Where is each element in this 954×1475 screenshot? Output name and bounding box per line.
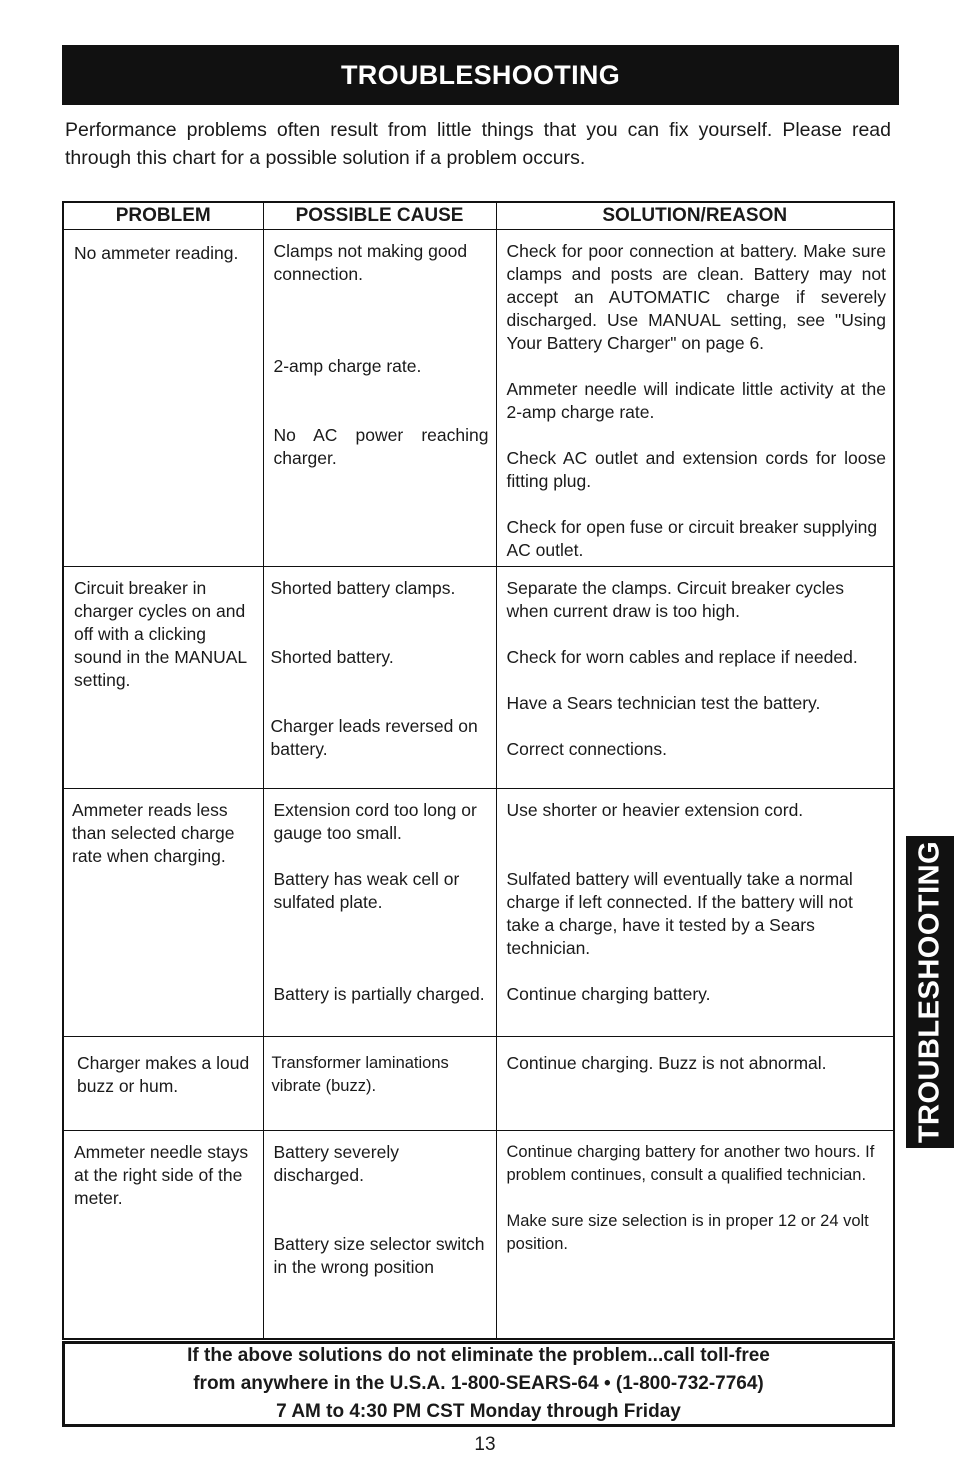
contact-line: from anywhere in the U.S.A. 1-800-SEARS-64 • (1-800-732-7764) xyxy=(193,1373,764,1394)
problem-cell xyxy=(64,567,263,789)
cause-cell xyxy=(263,230,496,567)
solution-cell xyxy=(496,567,893,789)
contact-box xyxy=(62,1341,895,1427)
cause-text: Charger leads reversed on battery. xyxy=(270,716,478,759)
solution-text: Continue charging battery for another two hours. If problem continues, consult a qualified technician. xyxy=(506,1143,875,1184)
cause-text: Battery is partially charged. xyxy=(273,984,485,1004)
problem-cell xyxy=(64,789,263,1037)
problem-text: No ammeter reading. xyxy=(74,243,239,263)
cause-text: Extension cord too long or gauge too small. xyxy=(273,800,477,843)
solution-cell xyxy=(496,230,893,567)
solution-text: Sulfated battery will eventually take a normal charge if left connected. If the battery will not take a charge, have it tested by a Sears technician. xyxy=(506,869,853,958)
cause-text: Battery has weak cell or sulfated plate. xyxy=(273,869,460,912)
cause-cell xyxy=(263,1131,496,1339)
table-row xyxy=(64,567,893,789)
solution-text: Make sure size selection is in proper 12 or 24 volt position. xyxy=(506,1212,869,1253)
solution-cell xyxy=(496,1037,893,1131)
problem-cell xyxy=(64,1131,263,1339)
solution-text: Correct connections. xyxy=(506,739,667,759)
troubleshooting-grid xyxy=(64,203,893,1338)
cause-text: Battery size selector switch in the wrong position xyxy=(273,1234,485,1277)
problem-cell xyxy=(64,230,263,567)
cause-cell xyxy=(263,1037,496,1131)
solution-cell xyxy=(496,1131,893,1339)
solution-text: Check for poor connection at battery. Make sure clamps and posts are clean. Battery may not accept an AUTOMATIC charge if severely discharged. Use MANUAL setting, see "Using Your Battery Charger" on page 6. xyxy=(506,241,886,353)
cause-text: 2-amp charge rate. xyxy=(273,356,422,376)
cause-text: Battery severely discharged. xyxy=(273,1142,399,1185)
cause-cell xyxy=(263,789,496,1037)
solution-text: Check for worn cables and replace if needed. xyxy=(506,647,858,667)
cause-text: No AC power reaching charger. xyxy=(273,425,489,468)
header-solution-reason: SOLUTION/REASON xyxy=(496,203,893,230)
side-tab xyxy=(906,836,954,1148)
side-tab-label: TROUBLESHOOTING xyxy=(913,840,946,1144)
table-row xyxy=(64,1037,893,1131)
solution-text: Check for open fuse or circuit breaker supplying AC outlet. xyxy=(506,517,878,560)
problem-text: Ammeter needle stays at the right side of the meter. xyxy=(74,1142,249,1208)
contact-line: If the above solutions do not eliminate the problem...call toll-free xyxy=(187,1345,770,1366)
solution-text: Check AC outlet and extension cords for loose fitting plug. xyxy=(506,448,886,491)
table-header-row xyxy=(64,203,893,230)
solution-text: Use shorter or heavier extension cord. xyxy=(506,800,804,820)
contact-line: 7 AM to 4:30 PM CST Monday through Friday xyxy=(276,1401,681,1422)
solution-text: Continue charging battery. xyxy=(506,984,711,1004)
problem-text: Circuit breaker in charger cycles on and off with a clicking sound in the MANUAL setting. xyxy=(74,578,247,690)
troubleshooting-table xyxy=(62,201,895,1340)
solution-text: Separate the clamps. Circuit breaker cycles when current draw is too high. xyxy=(506,578,844,621)
table-row xyxy=(64,789,893,1037)
page-title: TROUBLESHOOTING xyxy=(62,45,899,105)
cause-text: Transformer laminations vibrate (buzz). xyxy=(271,1054,449,1095)
solution-text: Ammeter needle will indicate little activity at the 2-amp charge rate. xyxy=(506,379,886,422)
problem-text: Charger makes a loud buzz or hum. xyxy=(77,1053,250,1096)
solution-text: Continue charging. Buzz is not abnormal. xyxy=(506,1053,827,1073)
cause-text: Shorted battery clamps. xyxy=(270,578,456,598)
header-possible-cause: POSSIBLE CAUSE xyxy=(263,203,496,230)
page-number: 13 xyxy=(474,1434,496,1455)
table-row xyxy=(64,230,893,567)
solution-cell xyxy=(496,789,893,1037)
solution-text: Have a Sears technician test the battery. xyxy=(506,693,821,713)
cause-cell xyxy=(263,567,496,789)
table-row xyxy=(64,1131,893,1339)
header-problem: PROBLEM xyxy=(64,203,263,230)
problem-cell xyxy=(64,1037,263,1131)
intro-paragraph: Performance problems often result from little things that you can fix yourself. Please read through this chart for a possible solution if a problem occurs. xyxy=(65,119,891,169)
cause-text: Shorted battery. xyxy=(270,647,394,667)
cause-text: Clamps not making good connection. xyxy=(273,241,468,284)
problem-text: Ammeter reads less than selected charge rate when charging. xyxy=(72,800,235,866)
